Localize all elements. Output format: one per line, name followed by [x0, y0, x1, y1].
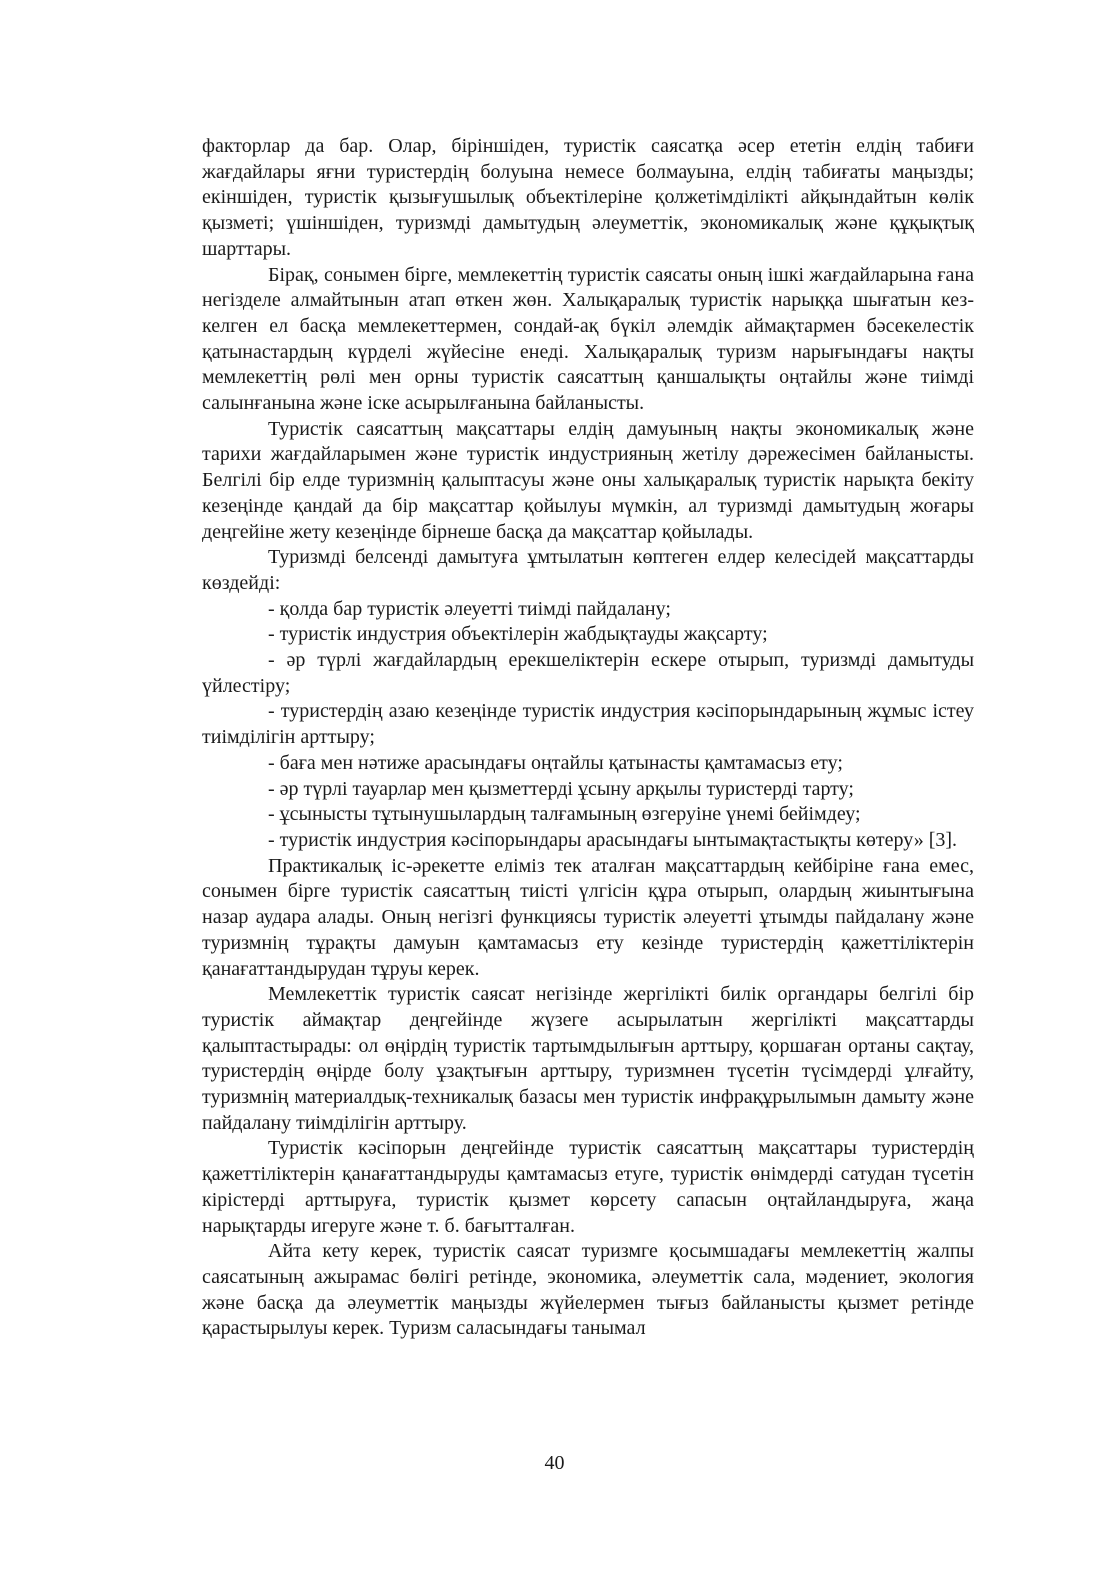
list-item: - баға мен нәтиже арасындағы оңтайлы қатынасты қамтамасыз ету;	[268, 751, 843, 774]
list-item: - туристік индустрия кәсіпорындары арасындағы ынтымақтастықты көтеру» [3].	[268, 828, 958, 851]
list-item: - туристік индустрия объектілерін жабдықтауды жақсарту;	[268, 623, 768, 646]
list-item: - әр түрлі тауарлар мен қызметтерді ұсыну арқылы туристерді тарту;	[268, 777, 854, 800]
page-number: 40	[544, 1452, 565, 1474]
paragraph: Практикалық іс-әрекетте еліміз тек аталған мақсаттардың кейбіріне ғана емес, сонымен бірге туристік саясаттың тиісті үлгісін құра отырып, олардың жиынтығына назар аудара алады. Оның негізгі функциясы туристік әлеуетті ұтымды пайдалану және туризмнің тұрақты дамуын қамтамасыз ету кезінде туристердің қажеттіліктерін қанағаттандырудан тұруы керек.	[202, 854, 974, 980]
list-item: - қолда бар туристік әлеуетті тиімді пайдалану;	[268, 597, 671, 620]
paragraph: Айта кету керек, туристік саясат туризмге қосымшадағы мемлекеттің жалпы саясатының ажырамас бөлігі ретінде, экономика, әлеуметтік сала, мәдениет, экология және басқа да әлеуметтік маңызды жүйелермен тығыз байланысты қызмет ретінде қарастырылуы керек. Туризм саласындағы танымал	[202, 1240, 974, 1340]
body-text	[202, 134, 974, 1342]
list-item: - ұсынысты тұтынушылардың талғамының өзгеруіне үнемі бейімдеу;	[268, 803, 861, 826]
paragraph: Туристік саясаттың мақсаттары елдің дамуының нақты экономикалық және тарихи жағдайларымен және туристік индустрияның жетілу дәрежесімен байланысты. Белгілі бір елде туризмнің қалыптасуы және оны халықаралық туристік нарықта бекіту кезеңінде қандай да бір мақсаттар қойылуы мүмкін, ал туризмді дамытудың жоғары деңгейіне жету кезеңінде бірнеше басқа да мақсаттар қойылады.	[202, 417, 974, 543]
paragraph: Мемлекеттік туристік саясат негізінде жергілікті билік органдары белгілі бір туристік аймақтар деңгейінде жүзеге асырылатын жергілікті мақсаттарды қалыптастырады: ол өңірдің туристік тартымдылығын арттыру, қоршаған ортаны сақтау, туристердің өңірде болу ұзақтығын арттыру, туризмнен түсетін түсімдерді ұлғайту, туризмнің материалдық-техникалық базасы мен туристік инфрақұрылымын дамыту және пайдалану тиімділігін арттыру.	[202, 983, 974, 1134]
paragraph: Туристік кәсіпорын деңгейінде туристік саясаттың мақсаттары туристердің қажеттіліктерін қанағаттандыруды қамтамасыз етуге, туристік өнімдерді сатудан түсетін кірістерді арттыруға, туристік қызмет көрсету сапасын оңтайландыруға, жаңа нарықтарды игеруге және т. б. бағытталған.	[202, 1137, 974, 1237]
list-item: - туристердің азаю кезеңінде туристік индустрия кәсіпорындарының жұмыс істеу тиімділігін арттыру;	[202, 700, 974, 749]
list-item: - әр түрлі жағдайлардың ерекшеліктерін ескере отырып, туризмді дамытуды үйлестіру;	[202, 649, 974, 697]
paragraph-continuation: факторлар да бар. Олар, біріншіден, туристік саясатқа әсер ететін елдің табиғи жағдайлары яғни туристердің болуына немесе болмауына, елдің табиғаты маңызды; екіншіден, туристік қызығушылық объектілеріне қолжетімділікті айқындайтын көлік қызметі; үшіншіден, туризмді дамытудың әлеуметтік, экономикалық және құқықтық шарттары.	[202, 135, 974, 260]
paragraph: Туризмді белсенді дамытуға ұмтылатын көптеген елдер келесідей мақсаттарды көздейді:	[202, 546, 974, 594]
paragraph: Бірақ, сонымен бірге, мемлекеттің туристік саясаты оның ішкі жағдайларына ғана негізделе алмайтынын атап өткен жөн. Халықаралық туристік нарыққа шығатын кез-келген ел басқа мемлекеттермен, сондай-ақ бүкіл әлемдік аймақтармен бәсекелестік қатынастардың күрделі жүйесіне енеді. Халықаралық туризм нарығындағы нақты мемлекеттің рөлі мен орны туристік саясаттың қаншалықты оңтайлы және тиімді салынғанына және іске асырылғанына байланысты.	[202, 263, 974, 415]
